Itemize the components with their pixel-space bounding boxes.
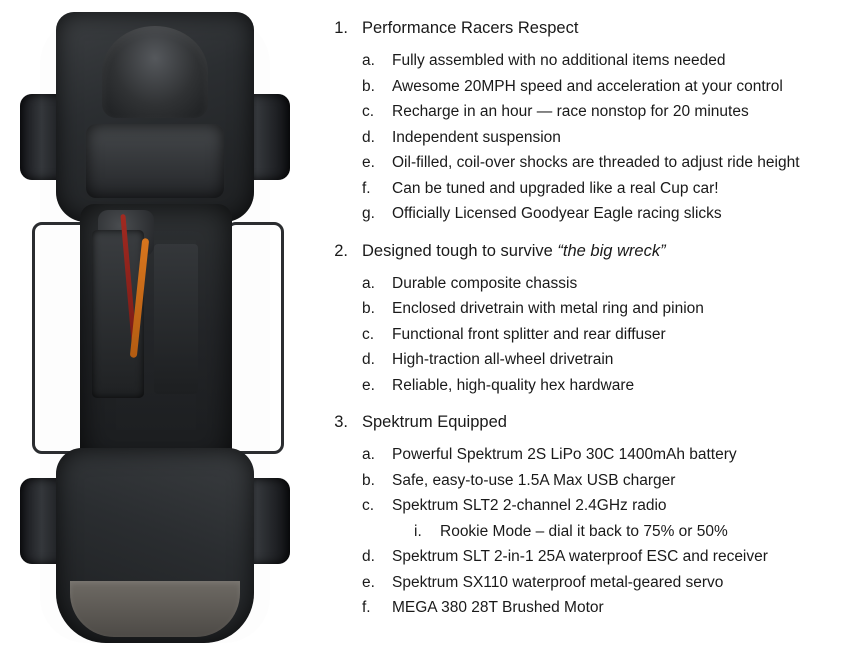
feature-item-2 xyxy=(318,237,840,399)
product-photo-panel xyxy=(0,0,310,661)
rc-car-chassis-image xyxy=(18,8,292,653)
list-item xyxy=(362,570,840,596)
feature-heading-2 xyxy=(318,237,840,265)
list-item xyxy=(362,48,840,74)
feature-sublist-3 xyxy=(318,442,840,621)
sub-number: a. xyxy=(362,274,375,292)
feature-title-1-text: Performance Racers Respect xyxy=(362,19,579,37)
esc-receiver xyxy=(154,244,198,394)
feature-title-2-text: Designed tough to survive xyxy=(362,241,558,260)
sub-number: c. xyxy=(362,103,375,120)
feature-title-1 xyxy=(362,14,840,42)
subsub-text: Rookie Mode – dial it back to 75% or 50% xyxy=(440,522,728,540)
feature-list xyxy=(318,14,840,621)
sub-row xyxy=(362,493,840,519)
sub-text: Officially Licensed Goodyear Eagle racing slicks xyxy=(392,205,722,222)
right-side-guard xyxy=(226,222,284,454)
sub-text: Powerful Spektrum 2S LiPo 30C 1400mAh battery xyxy=(392,446,737,463)
sub-number: b. xyxy=(362,300,375,317)
subsub-number: i. xyxy=(414,522,422,540)
list-item xyxy=(362,373,840,399)
sub-text: Spektrum SLT2 2-channel 2.4GHz radio xyxy=(392,497,667,514)
sub-text: Enclosed drivetrain with metal ring and pinion xyxy=(392,300,704,317)
feature-number-2: 2. xyxy=(334,241,348,260)
feature-heading-1 xyxy=(318,14,840,42)
feature-list-panel xyxy=(310,0,850,661)
sub-number: e. xyxy=(362,154,375,171)
sub-text: Oil-filled, coil-over shocks are threaded to adjust ride height xyxy=(392,154,800,171)
sub-text: Independent suspension xyxy=(392,128,561,146)
feature-title-3 xyxy=(362,408,840,436)
list-item xyxy=(362,99,840,125)
sub-number: f. xyxy=(362,179,371,197)
sub-text: Safe, easy-to-use 1.5A Max USB charger xyxy=(392,471,676,489)
sub-number: a. xyxy=(362,52,375,69)
feature-heading-3 xyxy=(318,408,840,436)
center-chassis xyxy=(80,204,232,466)
rear-suspension-assembly xyxy=(56,448,254,643)
sub-number: d. xyxy=(362,548,375,565)
sub-text: Spektrum SX110 waterproof metal-geared servo xyxy=(392,573,724,591)
sub-text: Reliable, high-quality hex hardware xyxy=(392,376,635,394)
sub-number: e. xyxy=(362,376,375,394)
feature-item-3 xyxy=(318,408,840,621)
sub-number: d. xyxy=(362,351,375,368)
feature-sublist-2 xyxy=(318,271,840,399)
sub-number: b. xyxy=(362,77,375,95)
feature-item-1 xyxy=(318,14,840,227)
sub-number: f. xyxy=(362,599,371,616)
list-item xyxy=(362,347,840,373)
list-item xyxy=(414,519,840,545)
list-item xyxy=(362,493,840,544)
sub-text: Recharge in an hour — race nonstop for 20 minutes xyxy=(392,103,749,120)
list-item xyxy=(362,468,840,494)
feature-title-3-text: Spektrum Equipped xyxy=(362,413,507,431)
sub-text: Awesome 20MPH speed and acceleration at your control xyxy=(392,77,783,95)
feature-sublist-1 xyxy=(318,48,840,227)
sub-number: c. xyxy=(362,497,375,514)
sub-text: Functional front splitter and rear diffuser xyxy=(392,325,666,343)
sub-text: Durable composite chassis xyxy=(392,274,578,292)
feature-title-2-italic: “the big wreck” xyxy=(557,241,666,260)
feature-subsublist xyxy=(362,519,840,545)
sub-text: Fully assembled with no additional items needed xyxy=(392,52,726,69)
list-item xyxy=(362,322,840,348)
sub-number: g. xyxy=(362,205,375,222)
list-item xyxy=(362,296,840,322)
feature-title-2 xyxy=(362,237,840,265)
feature-number-3: 3. xyxy=(334,413,348,431)
sub-number: c. xyxy=(362,325,375,343)
sub-number: e. xyxy=(362,573,375,591)
list-item xyxy=(362,201,840,227)
sub-number: a. xyxy=(362,446,375,463)
sub-number: d. xyxy=(362,128,375,146)
list-item xyxy=(362,544,840,570)
list-item xyxy=(362,271,840,297)
sub-text: Can be tuned and upgraded like a real Cup car! xyxy=(392,179,719,197)
list-item xyxy=(362,176,840,202)
sub-text: High-traction all-wheel drivetrain xyxy=(392,351,614,368)
sub-text: MEGA 380 28T Brushed Motor xyxy=(392,599,604,616)
list-item xyxy=(362,595,840,621)
list-item xyxy=(362,150,840,176)
sub-text: Spektrum SLT 2-in-1 25A waterproof ESC and receiver xyxy=(392,548,768,565)
sub-number: b. xyxy=(362,471,375,489)
list-item xyxy=(362,74,840,100)
front-suspension-assembly xyxy=(56,12,254,222)
list-item xyxy=(362,125,840,151)
feature-number-1: 1. xyxy=(334,19,348,37)
list-item xyxy=(362,442,840,468)
